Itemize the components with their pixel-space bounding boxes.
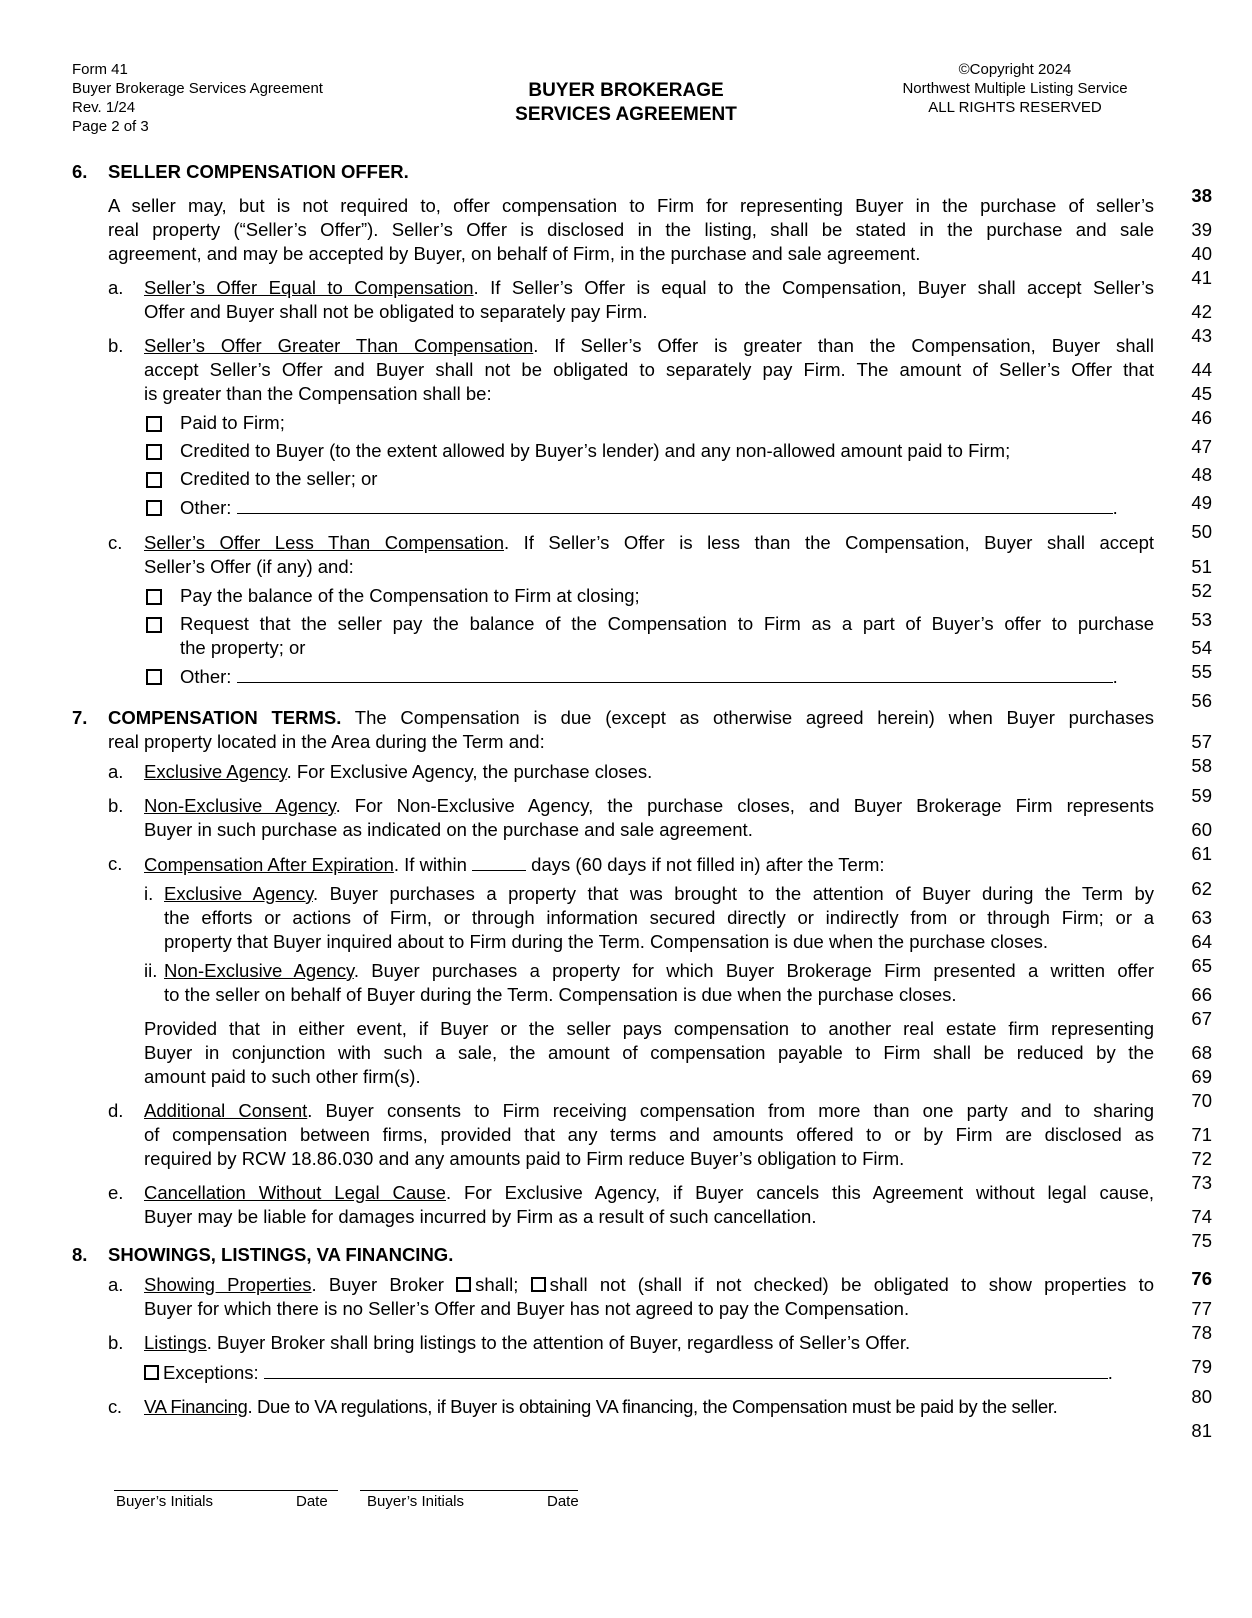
item-heading: Showing Properties [144,1274,312,1295]
item-text: shall; [475,1274,519,1295]
line-number: 51 [1191,556,1212,577]
item-text: Buyer for which there is no Seller’s Offer and Buyer has not agreed to pay the Compensation. [144,1298,910,1319]
item-text: . Buyer Broker [311,1274,444,1295]
checkbox-label: Credited to the seller; or [180,468,378,489]
item-label: a. [108,1274,124,1295]
item-label: ii. [144,960,158,981]
item-text: amount paid to such other firm(s). [144,1066,421,1087]
item-text: shall not (shall if not checked) be obligated to show properties to [549,1274,1155,1295]
item-label: e. [108,1182,124,1203]
line-number: 41 [1191,267,1212,288]
checkbox[interactable] [146,589,162,605]
checkbox-label: Request that the seller pay the balance of the Compensation to Firm as a part of Buyer’s offer to purchase [180,613,1154,634]
checkbox[interactable] [146,444,162,460]
document-body: 6. SELLER COMPENSATION OFFER. 38 A seller may, but is not required to, offer compensation to Firm for representing Buyer in the purchase of seller’s 39 real property (“Seller’s Offer”). Seller’s Offer is disclosed in the listing, shall be stated in the purchase and sale 40 agreement, and may be accepted by Buyer, on behalf of Firm, in the purchase and sale agreement. 41 a. Seller’s Offer Equal to Compensation. If Seller’s Offer is equal to the Compensation, Buyer shall accept Seller’s 42 Offer and Buyer shall not be obligated to separately pay Firm. 43 b. Seller’s Offer Greater Than Compensation. If Seller’s Offer is greater than the Compensation, Buyer shall 44 accept Seller’s Offer and Buyer shall not be obligated to separately pay Firm. The amount of Seller’s Offer that 45 is greater than the Compensation shall be: 46 Paid to Firm; 47 Credited to Buyer (to the extent allowed by Buyer’s lender) and any non-allowed amount paid to Firm; 48 Credited to the seller; or 49 Other: . 50 c. Seller’s Offer Less Than Compensation. If Seller’s Offer is less than the Compensation, Buyer shall accept 51 Seller’s Offer (if any) and: 52 Pay the balance of the Compensation to Firm at closing; 53 Request that the seller pay the balance of the Compensation to Firm as a part of Buyer’s offer to purchase 54 the property; or 55 Other: . 56 7. COMPENSATION TERMS. The Compensation is due (except as otherwise agreed herein) when Buyer purchases 57 real property located in the Area during the Term and: 58 a. Exclusive Agency. For Exclusive Agency, the purchase closes. 59 b. Non-Exclusive Agency. For Non-Exclusive Agency, the purchase closes, and Buyer Brokerage Firm represents 60 Buyer in such purchase as indicated on the purchase and sale agreement. 61 c. Compensation After Expiration. If within days (60 days if not filled in) after the Term: 62 i. Exclusive Agency. Buyer purchases a property that was brought to the attention of Buyer during the Term by 63 the efforts or actions of Firm, or through information secured directly or indirectly from or through Firm; or a 64 property that Buyer inquired about to Firm during the Term. Compensation is due when the purchase closes. 65 ii. Non-Exclusive Agency. Buyer purchases a property for which Buyer Brokerage Firm presented a written offer 66 to the seller on behalf of Buyer during the Term. Compensation is due when the purchase closes. 67 Provided that in either event, if Buyer or the seller pays compensation to another real estate firm representing 68 Buyer in conjunction with such a sale, the amount of compensation payable to Firm shall be reduced by the 69 amount paid to such other firm(s). 70 d. Additional Consent. Buyer consents to Firm receiving compensation from more than one party and to sharing 71 of compensation between firms, provided that any terms and amounts offered to or by Firm are disclosed as 72 required by RCW 18.86.030 and any amounts paid to Firm reduce Buyer’s obligation to Firm. 73 e. Cancellation Without Legal Cause. For Exclusive Agency, if Buyer cancels this Agreement without legal cause, 74 Buyer may be liable for damages incurred by Firm as a result of such cancellation. 75 8. SHOWINGS, LISTINGS, VA FINANCING. 76 a. Showing Properties. Buyer Broker shall; shall not (shall if not checked) be obligated to show properties to 77 Buyer for which there is no Seller’s Offer and Buyer has not agreed to pay the Compensation. 78 b. Listings. Buyer Broker shall bring listings to the attention of Buyer, regardless of Seller’s Offer. 79 Exceptions: . 80 c. VA Financing. Due to VA regulations, if Buyer is obtaining VA financing, the Compensation must be paid by the seller. 81 [72,161,1212,1441]
page-number: Page 2 of 3 [72,118,149,135]
line-number: 64 [1191,931,1212,952]
item-label: b. [108,795,124,816]
buyer-initials-line-1[interactable] [114,1490,338,1491]
section-text: real property located in the Area during the Term and: [108,731,545,752]
item-text: the efforts or actions of Firm, or through information secured directly or indirectly from or through Firm; or a [164,907,1154,928]
checkbox-label: Credited to Buyer (to the extent allowed by Buyer’s lender) and any non-allowed amount paid to Firm; [180,440,1011,461]
line-number: 77 [1191,1298,1212,1319]
line-number: 48 [1191,464,1212,485]
form-name: Buyer Brokerage Services Agreement [72,80,323,97]
line-number: 45 [1191,383,1212,404]
checkbox[interactable] [146,500,162,516]
item-text: . Buyer purchases a property that was brought to the attention of Buyer during the Term by [312,883,1154,904]
item-text: Seller’s Offer (if any) and: [144,556,354,577]
item-text: . Due to VA regulations, if Buyer is obtaining VA financing, the Compensation must be paid by the seller. [247,1396,1058,1417]
checkbox-label: Other: [180,497,232,518]
line-number: 54 [1191,637,1212,658]
item-heading: Seller’s Offer Greater Than Compensation [144,335,534,356]
item-text: . If Seller’s Offer is equal to the Compensation, Buyer shall accept Seller’s [473,277,1154,298]
item-text: . If within [393,854,467,875]
line-number: 42 [1191,301,1212,322]
section-number: 7. [72,707,88,728]
line-number: 70 [1191,1090,1212,1111]
section-title: COMPENSATION TERMS. [108,707,342,728]
item-heading: Cancellation Without Legal Cause [144,1182,446,1203]
line-number: 40 [1191,243,1212,264]
line-number: 55 [1191,661,1212,682]
checkbox-label: Exceptions: [163,1362,259,1383]
line-number: 44 [1191,359,1212,380]
item-text: . Buyer Broker shall bring listings to the attention of Buyer, regardless of Seller’s Offer. [206,1332,911,1353]
shall-not-checkbox[interactable] [531,1277,546,1292]
item-label: i. [144,883,154,904]
line-number: 78 [1191,1322,1212,1343]
line-number: 47 [1191,436,1212,457]
section-number: 8. [72,1244,88,1265]
line-number: 62 [1191,878,1212,899]
section-title: SELLER COMPENSATION OFFER. [108,161,409,182]
publisher: Northwest Multiple Listing Service [902,80,1128,97]
item-heading: VA Financing [144,1396,248,1417]
date-label: Date [296,1493,328,1510]
item-label: c. [108,853,123,874]
paragraph-line: A seller may, but is not required to, offer compensation to Firm for representing Buyer in the purchase of seller’s [108,195,1154,216]
title-line-2: SERVICES AGREEMENT [515,104,737,125]
checkbox[interactable] [146,617,162,633]
item-heading: Listings [144,1332,207,1353]
checkbox[interactable] [146,416,162,432]
checkbox-label: Paid to Firm; [180,412,285,433]
item-text: . If Seller’s Offer is less than the Compensation, Buyer shall accept [504,532,1154,553]
line-number: 68 [1191,1042,1212,1063]
line-number: 58 [1191,755,1212,776]
line-number: 71 [1191,1124,1212,1145]
header-right [880,60,1150,117]
days-fill-line[interactable] [472,852,526,871]
item-text: Buyer in such purchase as indicated on the purchase and sale agreement. [144,819,753,840]
line-number: 61 [1191,843,1212,864]
item-heading: Additional Consent [144,1100,308,1121]
line-number: 53 [1191,609,1212,630]
line-number: 46 [1191,407,1212,428]
form-revision: Rev. 1/24 [72,99,136,116]
copyright: ©Copyright 2024 [958,61,1072,78]
buyer-initials-label: Buyer’s Initials [116,1493,213,1510]
title-line-1: BUYER BROKERAGE [528,80,724,101]
item-text: accept Seller’s Offer and Buyer shall not be obligated to separately pay Firm. The amount of Seller’s Offer that [144,359,1154,380]
rights: ALL RIGHTS RESERVED [928,99,1102,116]
item-text: . If Seller’s Offer is greater than the Compensation, Buyer shall [533,335,1154,356]
date-label: Date [547,1493,579,1510]
other-fill-line[interactable] [237,664,1113,683]
line-number: 59 [1191,785,1212,806]
line-number: 38 [1191,185,1212,206]
line-number: 63 [1191,907,1212,928]
item-heading: Seller’s Offer Less Than Compensation [144,532,504,553]
item-text: . For Exclusive Agency, if Buyer cancels this Agreement without legal cause, [445,1182,1154,1203]
line-number: 69 [1191,1066,1212,1087]
item-heading: Non-Exclusive Agency [144,795,336,816]
item-text: Buyer may be liable for damages incurred by Firm as a result of such cancellation. [144,1206,817,1227]
item-text: to the seller on behalf of Buyer during the Term. Compensation is due when the purchase closes. [164,984,957,1005]
buyer-initials-label: Buyer’s Initials [367,1493,464,1510]
item-text: Buyer in conjunction with such a sale, the amount of compensation payable to Firm shall be reduced by the [144,1042,1154,1063]
line-number: 72 [1191,1148,1212,1169]
line-number: 79 [1191,1356,1212,1377]
item-heading: Compensation After Expiration [144,854,394,875]
line-number: 76 [1191,1268,1212,1289]
checkbox-label: the property; or [180,637,306,658]
line-number: 74 [1191,1206,1212,1227]
exceptions-fill-line[interactable] [264,1360,1108,1379]
line-number: 60 [1191,819,1212,840]
item-label: c. [108,1396,122,1417]
line-number: 52 [1191,580,1212,601]
line-number: 80 [1191,1386,1212,1407]
item-heading: Exclusive Agency [164,883,313,904]
paragraph-line: real property (“Seller’s Offer”). Seller’s Offer is disclosed in the listing, shall be stated in the purchase and sale [108,219,1154,240]
item-text: Provided that in either event, if Buyer or the seller pays compensation to another real estate firm representing [144,1018,1154,1039]
item-text: Offer and Buyer shall not be obligated to separately pay Firm. [144,301,648,322]
item-label: b. [108,335,124,356]
section-title: SHOWINGS, LISTINGS, VA FINANCING. [108,1244,454,1265]
line-number: 81 [1191,1420,1212,1441]
other-fill-line[interactable] [237,495,1113,514]
item-text: property that Buyer inquired about to Firm during the Term. Compensation is due when the purchase closes. [164,931,1049,952]
section-text: The Compensation is due (except as otherwise agreed herein) when Buyer purchases [341,707,1154,728]
buyer-initials-line-2[interactable] [360,1490,578,1491]
line-number: 75 [1191,1230,1212,1251]
item-text: . Buyer consents to Firm receiving compensation from more than one party and to sharing [307,1100,1154,1121]
item-label: b. [108,1332,124,1353]
item-text: of compensation between firms, provided that any terms and amounts offered to or by Firm are disclosed as [144,1124,1154,1145]
line-number: 49 [1191,492,1212,513]
item-text: . For Non-Exclusive Agency, the purchase closes, and Buyer Brokerage Firm represents [335,795,1155,816]
line-number: 66 [1191,984,1212,1005]
form-number: Form 41 [72,61,128,78]
item-label: a. [108,277,124,298]
item-text: days (60 days if not filled in) after the Term: [531,854,885,875]
line-number: 67 [1191,1008,1212,1029]
line-number: 56 [1191,690,1212,711]
checkbox[interactable] [146,669,162,685]
line-number: 73 [1191,1172,1212,1193]
item-text: required by RCW 18.86.030 and any amounts paid to Firm reduce Buyer’s obligation to Firm. [144,1148,905,1169]
line-number: 39 [1191,219,1212,240]
item-heading: Non-Exclusive Agency [164,960,354,981]
item-text: . For Exclusive Agency, the purchase closes. [286,761,653,782]
exceptions-checkbox[interactable] [144,1365,159,1380]
item-label: c. [108,532,123,553]
checkbox-label: Other: [180,666,232,687]
item-heading: Exclusive Agency [144,761,287,782]
checkbox[interactable] [146,472,162,488]
line-number: 43 [1191,325,1212,346]
line-number: 57 [1191,731,1212,752]
paragraph-line: agreement, and may be accepted by Buyer, on behalf of Firm, in the purchase and sale agreement. [108,243,921,264]
checkbox-label: Pay the balance of the Compensation to Firm at closing; [180,585,640,606]
item-text: is greater than the Compensation shall be: [144,383,492,404]
item-text: . Buyer purchases a property for which Buyer Brokerage Firm presented a written offer [353,960,1155,981]
item-label: a. [108,761,124,782]
item-label: d. [108,1100,124,1121]
section-number: 6. [72,161,88,182]
line-number: 65 [1191,955,1212,976]
line-number: 50 [1191,521,1212,542]
shall-checkbox[interactable] [456,1277,471,1292]
item-heading: Seller’s Offer Equal to Compensation [144,277,474,298]
